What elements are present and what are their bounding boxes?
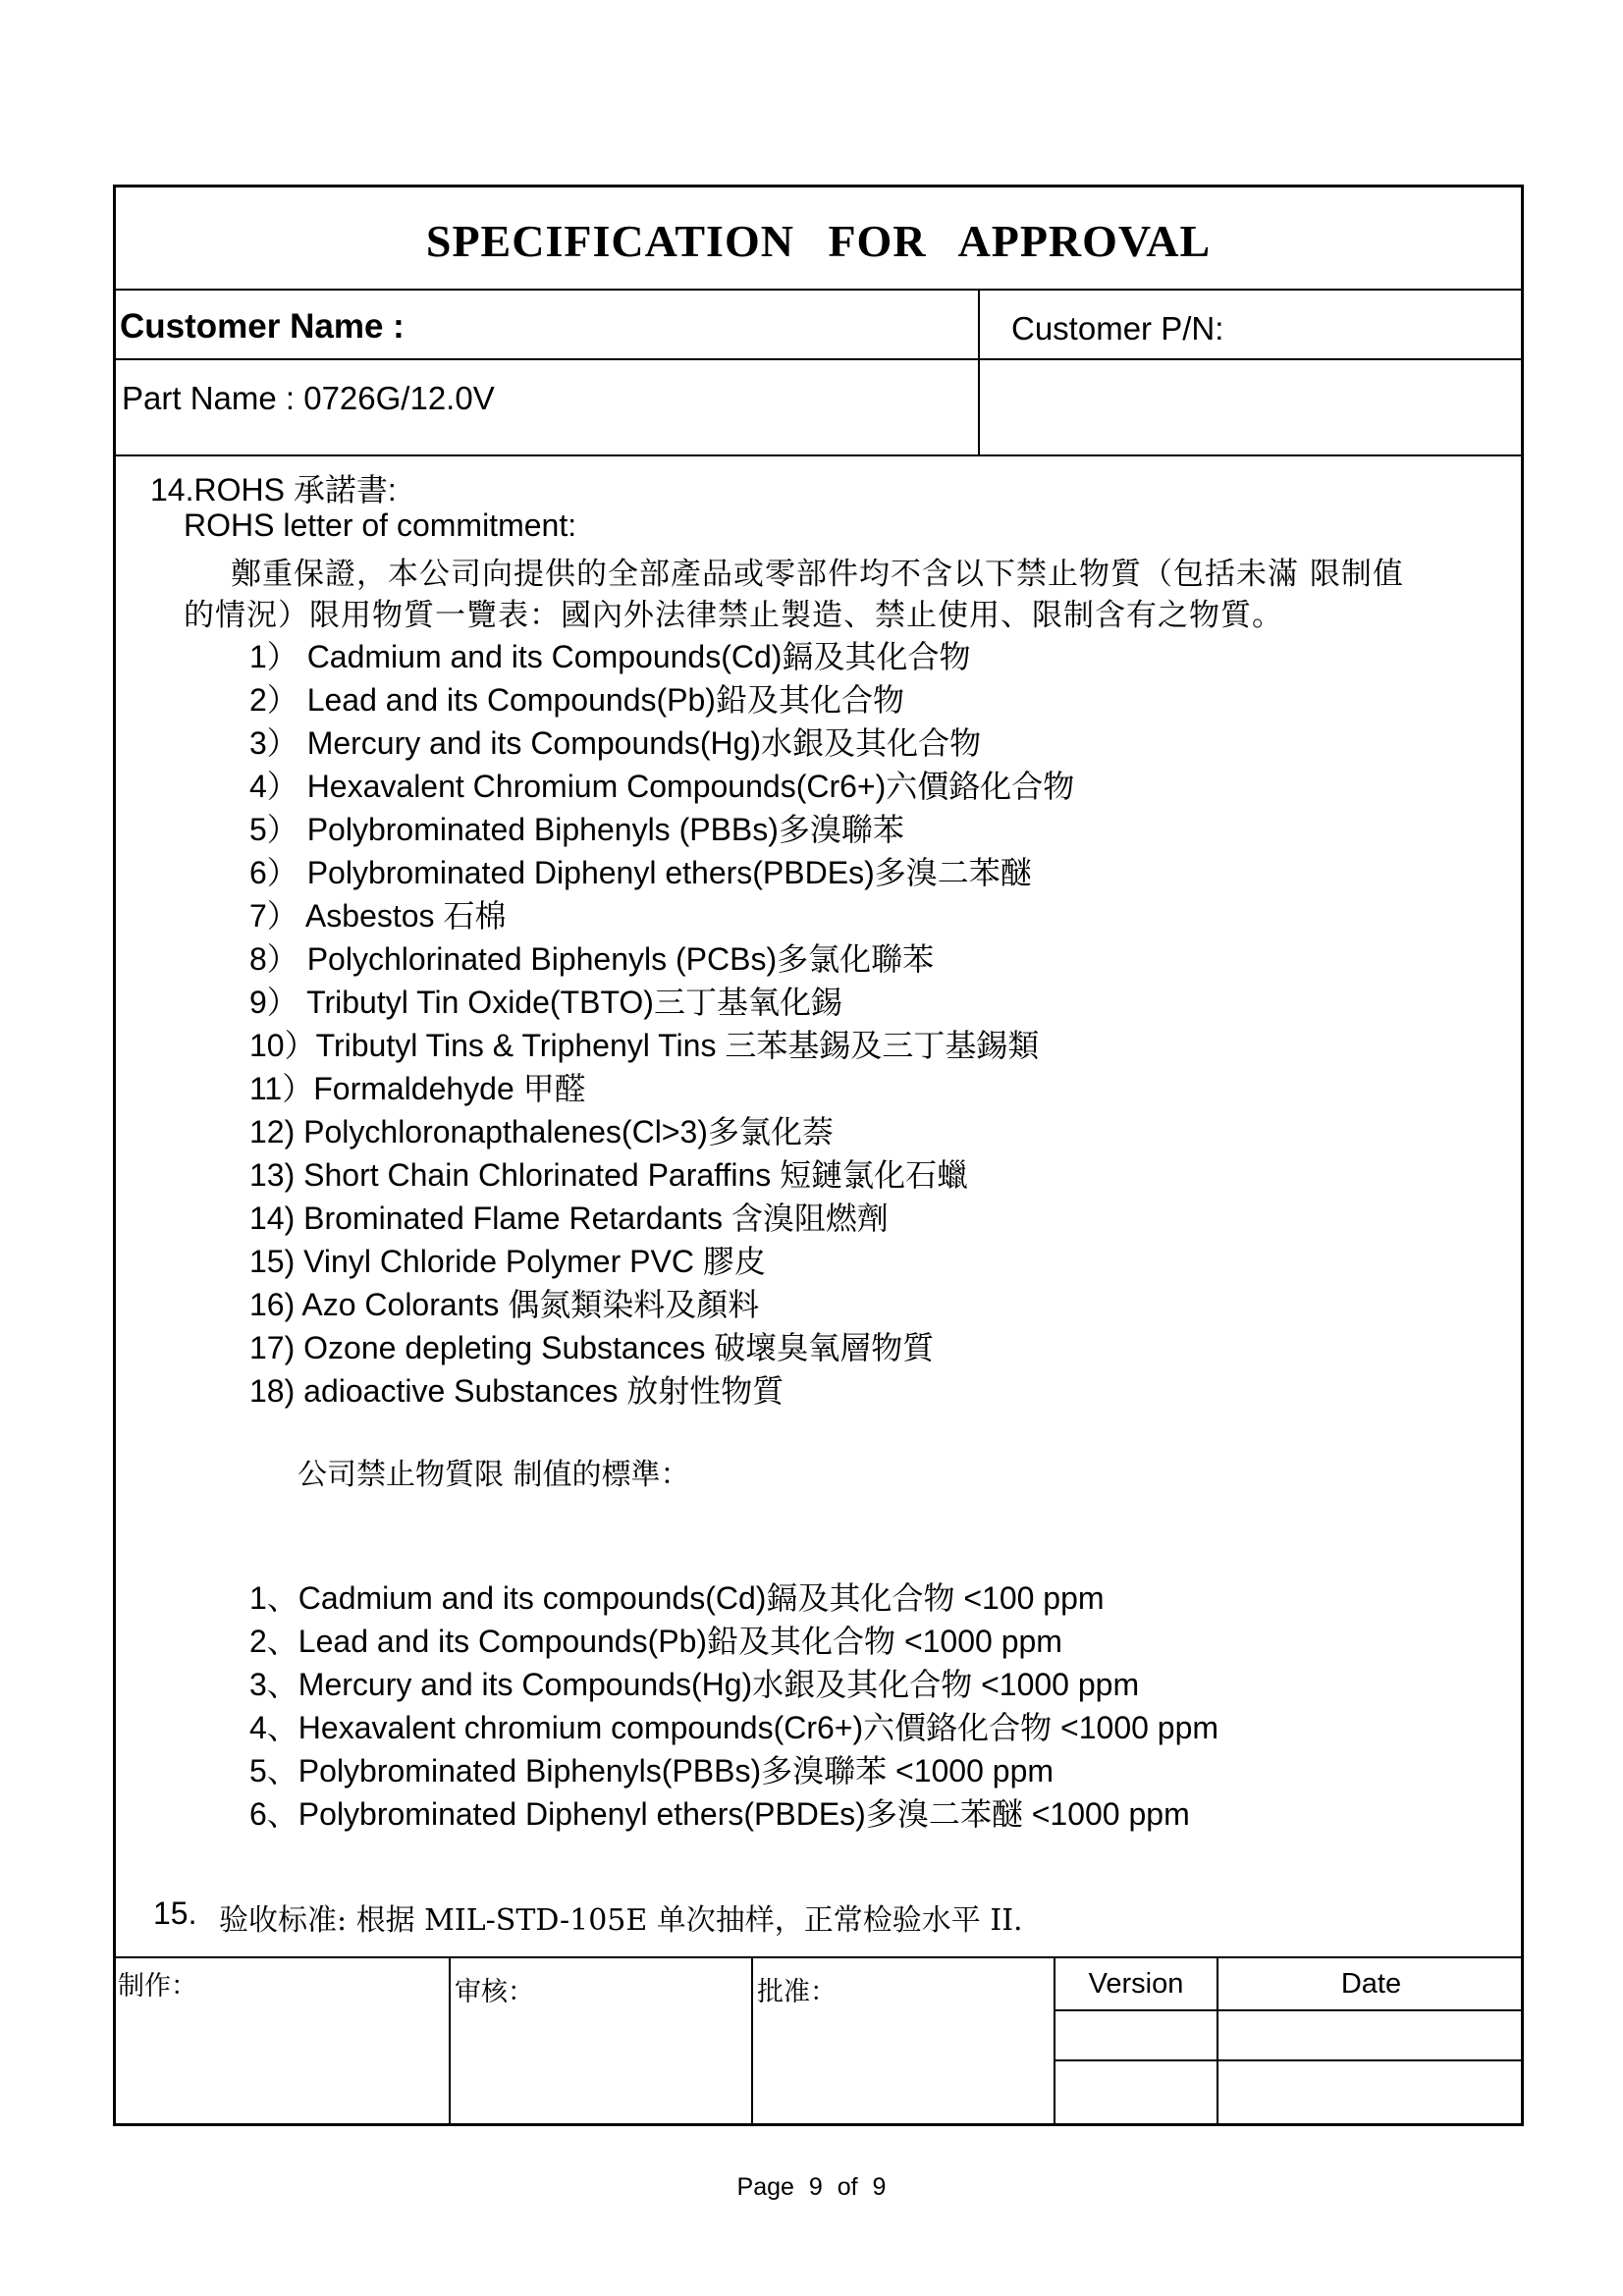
signoff-divider-1 (449, 1956, 451, 2126)
section-15-acceptance-standard: 验收标准: 根据 MIL-STD-105E 单次抽样，正常检验水平 II. (219, 1903, 1023, 1938)
header-bottom-divider (116, 454, 1521, 456)
page-footer: Page 9 of 9 (736, 2173, 887, 2201)
section-14-heading: 14.ROHS 承諾書: (150, 472, 397, 507)
substance-item: 9） Tributyl Tin Oxide(TBTO)三丁基氧化錫 (249, 985, 842, 1020)
title-divider (116, 289, 1521, 291)
commitment-intro-line-1: 鄭重保證，本公司向提供的全部產品或零部件均不含以下禁止物質（包括未滿 限制值 (231, 557, 1404, 592)
reviewed-by-label: 审核： (455, 1977, 534, 2007)
specification-form (113, 185, 1524, 2126)
substance-item: 10）Tributyl Tins & Triphenyl Tins 三苯基錫及三丁基錫類 (249, 1028, 1040, 1063)
substance-item: 2） Lead and its Compounds(Pb)鉛及其化合物 (249, 682, 904, 718)
substance-item: 17) Ozone depleting Substances 破壞臭氧層物質 (249, 1330, 935, 1365)
made-by-label: 制作： (118, 1971, 197, 2002)
substance-item: 4） Hexavalent Chromium Compounds(Cr6+)六價鉻化合物 (249, 769, 1075, 804)
limit-item: 4、Hexavalent chromium compounds(Cr6+)六價鉻化合物 <1000 ppm (249, 1710, 1219, 1745)
limit-item: 1、Cadmium and its compounds(Cd)鎘及其化合物 <100 ppm (249, 1580, 1105, 1616)
limit-item: 6、Polybrominated Diphenyl ethers(PBDEs)多溴二苯醚 <1000 ppm (249, 1796, 1190, 1832)
limit-item: 3、Mercury and its Compounds(Hg)水銀及其化合物 <1000 ppm (249, 1667, 1140, 1702)
document-title: SPECIFICATION FOR APPROVAL (425, 216, 1212, 266)
substance-item: 1） Cadmium and its Compounds(Cd)鎘及其化合物 (249, 639, 971, 674)
substance-item: 3） Mercury and its Compounds(Hg)水銀及其化合物 (249, 725, 982, 761)
section-15-number: 15. (153, 1896, 197, 1931)
customer-name-label: Customer Name : (120, 307, 405, 346)
date-label: Date (1340, 1968, 1402, 2000)
substance-item: 11）Formaldehyde 甲醛 (249, 1071, 586, 1106)
substance-item: 12) Polychloronapthalenes(Cl>3)多氯化萘 (249, 1114, 834, 1149)
version-row-divider-1 (1054, 2009, 1521, 2011)
signoff-top-divider (116, 1956, 1521, 1958)
limit-item: 2、Lead and its Compounds(Pb)鉛及其化合物 <1000 ppm (249, 1624, 1062, 1659)
limits-heading: 公司禁止物質限 制值的標準： (298, 1458, 690, 1492)
substance-item: 14) Brominated Flame Retardants 含溴阻燃劑 (249, 1201, 889, 1236)
substance-item: 6） Polybrominated Diphenyl ethers(PBDEs)多溴二苯醚 (249, 855, 1032, 890)
version-row-divider-2 (1054, 2059, 1521, 2061)
substance-item: 18) adioactive Substances 放射性物質 (249, 1373, 784, 1409)
customer-column-divider (978, 289, 980, 456)
substance-item: 5） Polybrominated Biphenyls (PBBs)多溴聯苯 (249, 812, 904, 847)
part-name: Part Name : 0726G/12.0V (122, 380, 495, 416)
substance-item: 16) Azo Colorants 偶氮類染料及顏料 (249, 1287, 760, 1322)
version-label: Version (1088, 1968, 1184, 2000)
customer-pn-label: Customer P/N: (1011, 310, 1224, 347)
substance-item: 8） Polychlorinated Biphenyls (PCBs)多氯化聯苯 (249, 941, 935, 977)
substance-item: 7） Asbestos 石棉 (249, 898, 507, 934)
section-14-subheading: ROHS letter of commitment: (184, 507, 577, 543)
limit-item: 5、Polybrominated Biphenyls(PBBs)多溴聯苯 <1000 ppm (249, 1753, 1055, 1789)
signoff-divider-2 (751, 1956, 753, 2126)
substance-item: 13) Short Chain Chlorinated Paraffins 短鏈氯化石蠟 (249, 1157, 969, 1193)
commitment-intro-line-2: 的情況）限用物質一覽表：國內外法律禁止製造、禁止使用、限制含有之物質。 (184, 598, 1283, 633)
approved-by-label: 批准： (757, 1977, 837, 2007)
customer-row-divider (116, 358, 1521, 360)
substance-item: 15) Vinyl Chloride Polymer PVC 膠皮 (249, 1244, 766, 1279)
